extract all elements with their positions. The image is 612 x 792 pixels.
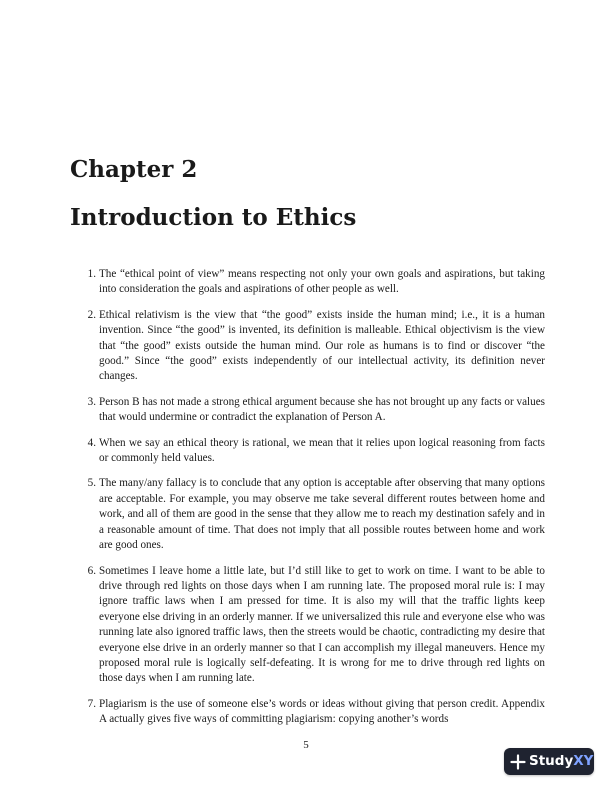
chapter-title: Introduction to Ethics (70, 204, 357, 231)
list-item (0, 697, 612, 728)
brand-main: Study (529, 753, 574, 769)
chapter-label: Chapter 2 (70, 156, 198, 183)
item-text: The many/any fallacy is to conclude that any option is acceptable after observing that many options are acceptable. For example, you may observe me take several different routes between home and work, and all of them are good in the sense that they allow me to reach my destination safely and in a reasonable amount of time. That does not imply that all possible routes between home and work are good ones. (99, 477, 545, 552)
item-number: 7. (87, 697, 96, 710)
list-item (0, 267, 612, 298)
plus-icon (507, 748, 529, 775)
item-number: 3. (87, 395, 96, 408)
item-number: 5. (87, 477, 96, 490)
item-text: Ethical relativism is the view that “the good” exists inside the human mind; i.e., it is a human invention. Since “the good” is invented, its definition is malleable. Ethical objectivism is the view that “the good” exists outside the human mind. Our role as humans is to find or discover “the good.” Since “the good” exists independently of our intellectual activity, its definition never changes. (99, 308, 545, 383)
item-number: 6. (87, 564, 96, 577)
list-item (0, 395, 612, 426)
brand-accent: XY (573, 753, 594, 769)
item-text: When we say an ethical theory is rational, we mean that it relies upon logical reasoning from facts or commonly held values. (99, 436, 545, 465)
item-text: The “ethical point of view” means respecting not only your own goals and aspirations, but taking into consideration the goals and aspirations of other people as well. (99, 268, 545, 296)
item-number: 2. (87, 308, 96, 321)
answer-list (0, 267, 612, 738)
list-item (0, 436, 612, 467)
list-item (0, 564, 612, 687)
item-text: Sometimes I leave home a little late, but I’d still like to get to work on time. I want to be able to drive through red lights on those days when I am running late. The proposed moral rule is: I may ignore traffic laws when I am pressed for time. It is also my will that the traffic lights keep everyone else driving in an orderly manner. If we universalized this rule and everyone else who was running late also ignored traffic laws, then the streets would be chaotic, contradicting my desire that everyone else drive in an orderly manner so that I can accomplish my illegal maneuvers. Hence my proposed moral rule is logically self-defeating. It is wrong for me to drive through red lights on those days when I am running late. (99, 564, 545, 685)
page-number: 5 (303, 739, 309, 751)
list-item (0, 476, 612, 553)
item-number: 1. (87, 268, 96, 280)
item-number: 4. (87, 436, 96, 449)
studyxy-badge[interactable] (504, 748, 594, 775)
item-text: Plagiarism is the use of someone else’s words or ideas without giving that person credit. Appendix A actually gives five ways of committing plagiarism: copying another’s words (99, 697, 545, 726)
list-item (0, 308, 612, 385)
badge-brand (529, 748, 593, 775)
item-text: Person B has not made a strong ethical argument because she has not brought up any facts or values that would undermine or contradict the explanation of Person A. (99, 395, 545, 424)
